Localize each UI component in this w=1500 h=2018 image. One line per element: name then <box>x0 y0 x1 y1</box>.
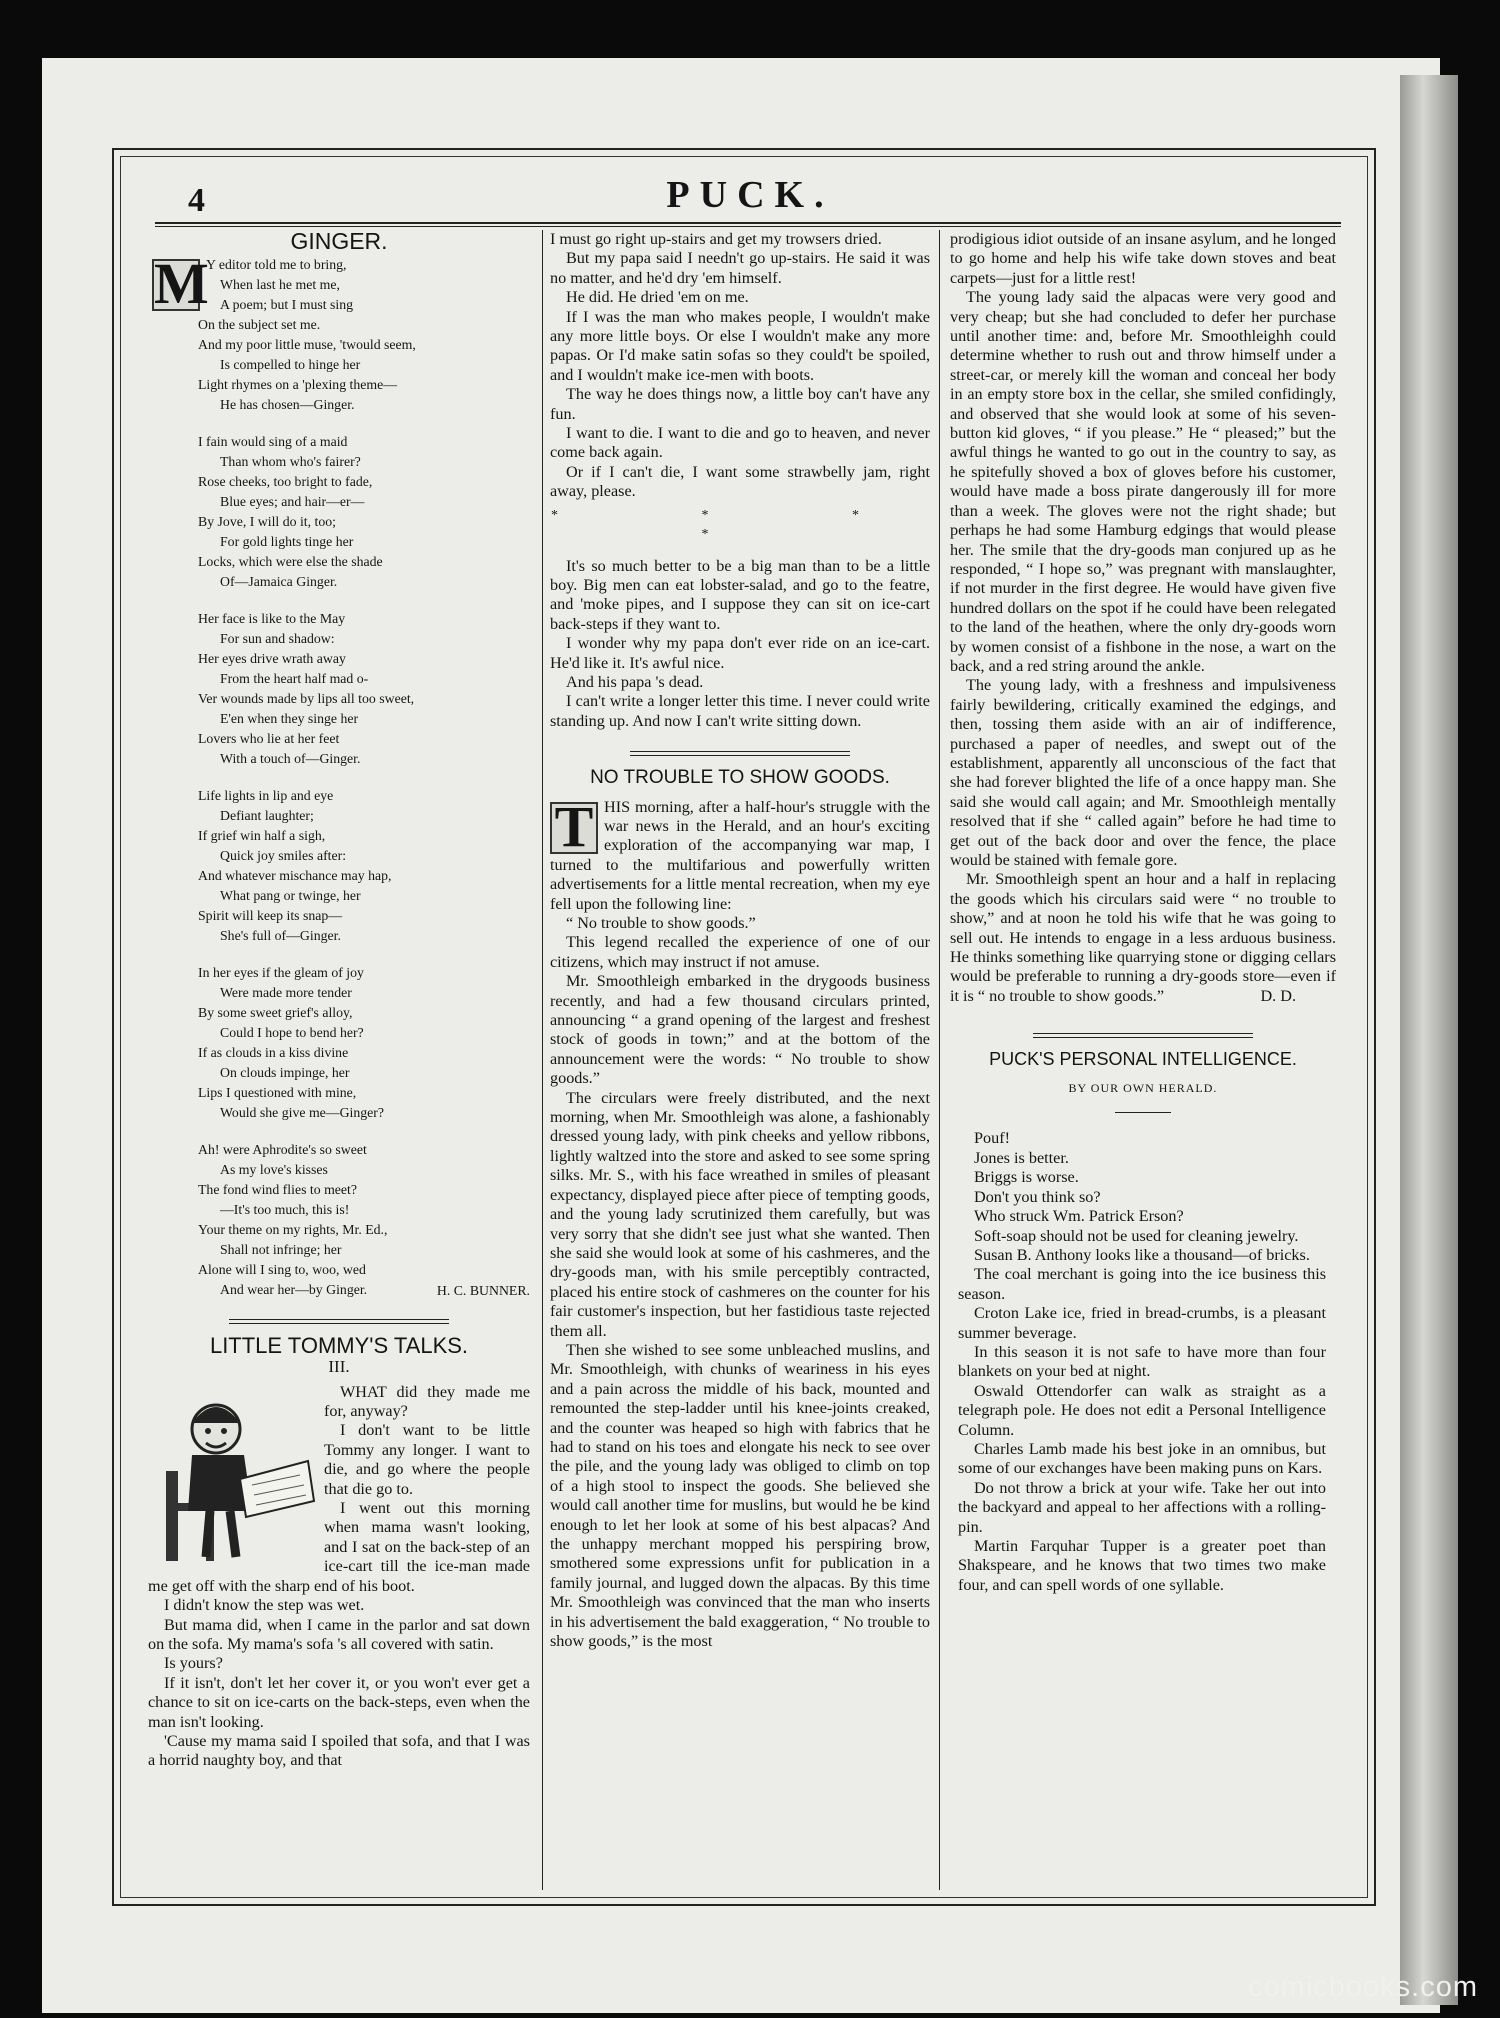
poem-line: From the heart half mad o- <box>220 671 369 687</box>
paragraph: Mr. Smoothleigh spent an hour and a half in replacing the goods which his circulars said were “ no trouble to show,” and at noon he told his wife that he was going to sell out. He intends to engage in a less arduous business. He thinks something like quarrying stone or digging cellars would be preferable to running a dry-goods store—even if it is “ no trouble to show goods.” <box>950 870 1336 1005</box>
paragraph: But mama did, when I came in the parlor and sat down on the sofa. My mama's sofa 's all covered with satin. <box>148 1615 530 1653</box>
poem-line: Light rhymes on a 'plexing theme— <box>198 377 398 393</box>
poem-line: If as clouds in a kiss divine <box>198 1045 349 1061</box>
poem-line: Shall not infringe; her <box>220 1242 342 1258</box>
tommy-illustration <box>148 1385 318 1567</box>
paragraph: Do not throw a brick at your wife. Take her out into the backyard and appeal to her affections with a rolling-pin. <box>958 1478 1326 1536</box>
goods-signature: D. D. <box>1260 987 1296 1006</box>
poem-line: Than whom who's fairer? <box>220 454 361 470</box>
poem-line: Ver wounds made by lips all too sweet, <box>198 691 415 707</box>
poem-line: Rose cheeks, too bright to fade, <box>198 474 373 490</box>
paragraph: Who struck Wm. Patrick Erson? <box>974 1207 1184 1226</box>
section-stars: * * * * <box>551 507 929 543</box>
poem-line: Her face is like to the May <box>198 611 346 627</box>
poem-line: Of—Jamaica Ginger. <box>220 574 338 590</box>
poem-line: He has chosen—Ginger. <box>220 397 355 413</box>
paragraph: He did. He dried 'em on me. <box>566 288 749 307</box>
section-rule <box>229 1319 449 1324</box>
poem-stanza <box>198 609 530 769</box>
paragraph: Oswald Ottendorfer can walk as straight as a telegraph pole. He does not edit a Personal Intelligence Column. <box>958 1381 1326 1439</box>
poem-line: I fain would sing of a maid <box>198 434 348 450</box>
paragraph: prodigious idiot outside of an insane asylum, and he longed to go home and help his wife take down stoves and beat carpets—just for a little rest! <box>950 230 1336 287</box>
poem-line: Locks, which were else the shade <box>198 554 383 570</box>
ginger-dropcap: M <box>154 251 209 317</box>
goods-continued <box>950 230 1336 1006</box>
paragraph: HIS morning, after a half-hour's struggle with the war news in the Herald, and an hour's exciting exploration of the accompanying war map, I turned to the multifarious and powerfully written advertisements for a little mental recreation, when my eye fell upon the following line: <box>550 797 930 913</box>
intelligence-byline: BY OUR OWN HERALD. <box>1068 1081 1218 1096</box>
poem-line: The fond wind flies to meet? <box>198 1182 358 1198</box>
paragraph: Briggs is worse. <box>974 1168 1079 1187</box>
paragraph: The way he does things now, a little boy can't have any fun. <box>550 385 930 423</box>
masthead: PUCK. <box>666 174 834 216</box>
poem-line: On the subject set me. <box>198 317 321 333</box>
poem-line: As my love's kisses <box>220 1162 328 1178</box>
section-rule <box>1033 1033 1253 1038</box>
poem-line: —It's too much, this is! <box>220 1202 350 1218</box>
paragraph: “ No trouble to show goods.” <box>566 914 756 932</box>
poem-line: She's full of—Ginger. <box>220 928 341 944</box>
paragraph: In this season it is not safe to have more than four blankets on your bed at night. <box>958 1342 1326 1381</box>
poem-line: And wear her—by Ginger. <box>220 1282 368 1298</box>
poem-line: By some sweet grief's alloy, <box>198 1005 353 1021</box>
poem-line: Lips I questioned with mine, <box>198 1085 357 1101</box>
paragraph: Don't you think so? <box>974 1187 1101 1206</box>
column-3 <box>950 230 1336 1892</box>
poem-line: Could I hope to bend her? <box>220 1025 364 1041</box>
poem-line: For gold lights tinge her <box>220 534 354 550</box>
paragraph: But my papa said I needn't go up-stairs. He said it was no matter, and he'd dry 'em himself. <box>550 249 930 287</box>
paragraph: Jones is better. <box>974 1148 1069 1167</box>
paragraph: Or if I can't die, I want some strawbelly jam, right away, please. <box>550 462 930 501</box>
page-fold-shadow <box>1400 75 1458 2005</box>
watermark: comicbooks.com <box>1248 1971 1478 2003</box>
poem-stanza <box>198 1140 530 1300</box>
paragraph: I want to die. I want to die and go to heaven, and never come back again. <box>550 424 930 462</box>
poem-line: Ah! were Aphrodite's so sweet <box>198 1142 367 1158</box>
paragraph: If it isn't, don't let her cover it, or you won't ever get a chance to sit on ice-carts on the back-steps, even when the man isn't looking. <box>148 1673 530 1731</box>
ginger-title: GINGER. <box>290 230 388 254</box>
poem-line: When last he met me, <box>220 277 340 293</box>
poem-stanza <box>198 963 530 1123</box>
poem-line: Would she give me—Ginger? <box>220 1105 385 1121</box>
paragraph: Soft-soap should not be used for cleaning jewelry. <box>974 1226 1299 1245</box>
poem-line: E'en when they singe her <box>220 711 359 727</box>
paragraph: Charles Lamb made his best joke in an omnibus, but some of our exchanges have been making puns on Kars. <box>958 1439 1326 1478</box>
goods-body <box>550 798 930 1652</box>
paragraph: Croton Lake ice, fried in bread-crumbs, is a pleasant summer beverage. <box>958 1304 1326 1342</box>
page-number: 4 <box>188 182 205 219</box>
intelligence-items <box>950 1129 1336 1595</box>
paragraph: The young lady, with a freshness and impulsiveness fairly bewildering, critically examined the edgings, and then, tossing them aside with an air of indifference, purchased a paper of needles, and swept out of the establishment, apparently all unconscious of the fact that she had forever blighted the life of a once happy man. She said she would call again; and Mr. Smoothleigh mentally resolved that if she “ called again” before he had time to get out of the back door and over the fence, the place would be stained with female gore. <box>950 676 1336 869</box>
paragraph: I wonder why my papa don't ever ride on an ice-cart. He'd like it. It's awful nice. <box>550 634 930 672</box>
paragraph: This legend recalled the experience of one of our citizens, which may instruct if not amuse. <box>550 933 930 971</box>
paragraph: And his papa 's dead. <box>566 672 704 691</box>
poem-line: Lovers who lie at her feet <box>198 731 340 747</box>
poem-line: Quick joy smiles after: <box>220 848 347 864</box>
paragraph: Martin Farquhar Tupper is a greater poet than Shakspeare, and he knows that two times two make four, and can spell words of one syllable. <box>958 1537 1326 1594</box>
paragraph: Is yours? <box>164 1654 223 1673</box>
paragraph: If I was the man who makes people, I wouldn't make any more little boys. Or else I wouldn't make any more papas. Or I'd make satin sofas so they could't be spoiled, and I wouldn't make ice-men with boots. <box>550 307 930 384</box>
goods-title: NO TROUBLE TO SHOW GOODS. <box>590 767 890 789</box>
poem-stanza <box>198 432 530 592</box>
header-rule <box>155 222 1341 227</box>
paragraph: WHAT did they made me for, anyway? <box>324 1382 530 1421</box>
paragraph: 'Cause my mama said I spoiled that sofa, and that I was a horrid naughty boy, and that <box>148 1731 530 1770</box>
poem-stanza <box>198 786 530 946</box>
column-divider-2 <box>939 230 940 1890</box>
poem-line: With a touch of—Ginger. <box>220 751 361 767</box>
poem-line: Were made more tender <box>220 985 352 1001</box>
poem-line: And my poor little muse, 'twould seem, <box>198 337 416 353</box>
ginger-poem <box>148 251 530 1300</box>
goods-dropcap: T <box>550 802 598 854</box>
ginger-author: H. C. BUNNER. <box>436 1283 530 1299</box>
section-rule <box>630 751 850 756</box>
poem-line: Is compelled to hinge her <box>220 357 361 373</box>
ginger-stanzas <box>198 255 530 1300</box>
tommy-after-stars <box>550 557 930 732</box>
paragraph: It's so much better to be a big man than to be a little boy. Big men can eat lobster-salad, and go to the featre, and 'moke pipes, and I suppose they can sit on ice-cart back-steps if they want to. <box>550 556 930 633</box>
column-1 <box>148 230 530 1892</box>
paragraph: The circulars were freely distributed, and the next morning, when Mr. Smoothleigh was alone, a fashionably dressed young lady, with pink cheeks and yellow ribbons, lightly waltzed into the store and asked to see some spring silks. Mr. S., with his face wreathed in smiles of pleasant expectancy, displayed piece after piece of tempting goods, and the young lady scrutinized them carefully, but was very sorry that she didn't see just what she wanted. Then she said she would look at some of his cashmeres, and the dry-goods man, with his smile perceptibly contracted, placed his entire stock of cashmeres on the counter for his fair customer's inspection, but her fastidious taste rejected them all. <box>550 1088 930 1340</box>
paragraph: Mr. Smoothleigh embarked in the drygoods business recently, and had a few thousand circulars printed, announcing “ a grand opening of the largest and freshest stock of goods in town;” and at the bottom of the announcement were the words: “ No trouble to show goods.” <box>550 972 930 1088</box>
poem-line: Life lights in lip and eye <box>198 788 334 804</box>
paragraph: The coal merchant is going into the ice business this season. <box>958 1265 1326 1303</box>
poem-line: A poem; but I must sing <box>220 297 353 313</box>
paragraph: I can't write a longer letter this time. I never could write standing up. And now I can't write sitting down. <box>550 692 930 730</box>
paragraph: I didn't know the step was wet. <box>164 1596 365 1615</box>
paragraph: Pouf! <box>974 1129 1010 1148</box>
poem-line: Spirit will keep its snap— <box>198 908 343 924</box>
column-2 <box>550 230 930 1892</box>
poem-line: If grief win half a sigh, <box>198 828 326 844</box>
paragraph: Susan B. Anthony looks like a thousand—of bricks. <box>974 1245 1310 1264</box>
paragraph: I don't want to be little Tommy any longer. I want to die, and go where the people that die go to. <box>324 1421 530 1498</box>
poem-line: Defiant laughter; <box>220 808 314 824</box>
paragraph: The young lady said the alpacas were very good and very cheap; but she had concluded to defer her purchase until another time: and, before Mr. Smoothleighh could determine whether to rush out and throw himself under a street-car, or merely kill the woman and conceal her body in an empty store box in the cellar, she smiled confidingly, and observed that she would look at some of his seven-button kid gloves, “ if you please.” He “ pleased;” but the awful things he wanted to go out in the country to say, as he spitefully shoved a box of gloves before his customer, would have made a boss pirate dangerously ill for more than a week. The gloves were not the right shade; but perhaps he had some Hamburg edgings that would please her. The smile that the dry-goods man conjured up as he responded, “ I hope so,” was pregnant with manslaughter, if not murder in the first degree. He would have given five hundred dollars on the spot if he could have been relegated to the land of the heathen, where the only dry-goods worn by women consist of a fishbone in the nose, a wart on the back, and a red string around the ankle. <box>950 288 1336 675</box>
poem-line: By Jove, I will do it, too; <box>198 514 336 530</box>
poem-line: In her eyes if the gleam of joy <box>198 965 364 981</box>
tommy-title: LITTLE TOMMY'S TALKS. <box>209 1332 469 1358</box>
poem-line: On clouds impinge, her <box>220 1065 350 1081</box>
column-divider-1 <box>542 230 543 1890</box>
paragraph: I went out this morning when mama wasn't looking, and I sat on the back-step of an ice-cart till the ice-man made me get off with the sharp end of his boot. <box>148 1499 530 1595</box>
poem-line: For sun and shadow: <box>220 631 335 647</box>
poem-line: And whatever mischance may hap, <box>198 868 392 884</box>
poem-line: What pang or twinge, her <box>220 888 361 904</box>
poem-line: Blue eyes; and hair—er— <box>220 494 365 510</box>
paragraph: I must go right up-stairs and get my trowsers dried. <box>550 230 882 248</box>
poem-line: Your theme on my rights, Mr. Ed., <box>198 1222 388 1238</box>
tommy-continued <box>550 230 930 502</box>
poem-stanza <box>198 255 530 415</box>
tommy-numeral: III. <box>328 1357 350 1377</box>
byline-rule <box>1115 1112 1171 1113</box>
poem-line: Y editor told me to bring, <box>206 257 347 273</box>
paragraph: Then she wished to see some unbleached muslins, and Mr. Smoothleigh, with chunks of weariness in his eyes and a pain across the middle of his back, mounted and remounted the step-ladder until his knee-joints creaked, and the counter was heaped so high with fabrics that he had to stand on his toes and elongate his neck to see over the pile, and the young lady was obliged to climb on top of a high stool to inspect the goods. She believed she would call another time for muslins, but would he be kind enough to let her look at some of his best alpacas? And the unhappy merchant mopped his perspiring brow, smothered some expressions unfit for publication in a family journal, and lugged down the alpacas. By this time Mr. Smoothleigh was convinced that the man who inserts in his advertisement the bald exaggeration, “ No trouble to show goods,” is the most <box>550 1340 930 1651</box>
poem-line: Alone will I sing to, woo, wed <box>198 1262 366 1278</box>
poem-line: Her eyes drive wrath away <box>198 651 346 667</box>
intelligence-title: PUCK'S PERSONAL INTELLIGENCE. <box>989 1048 1297 1069</box>
